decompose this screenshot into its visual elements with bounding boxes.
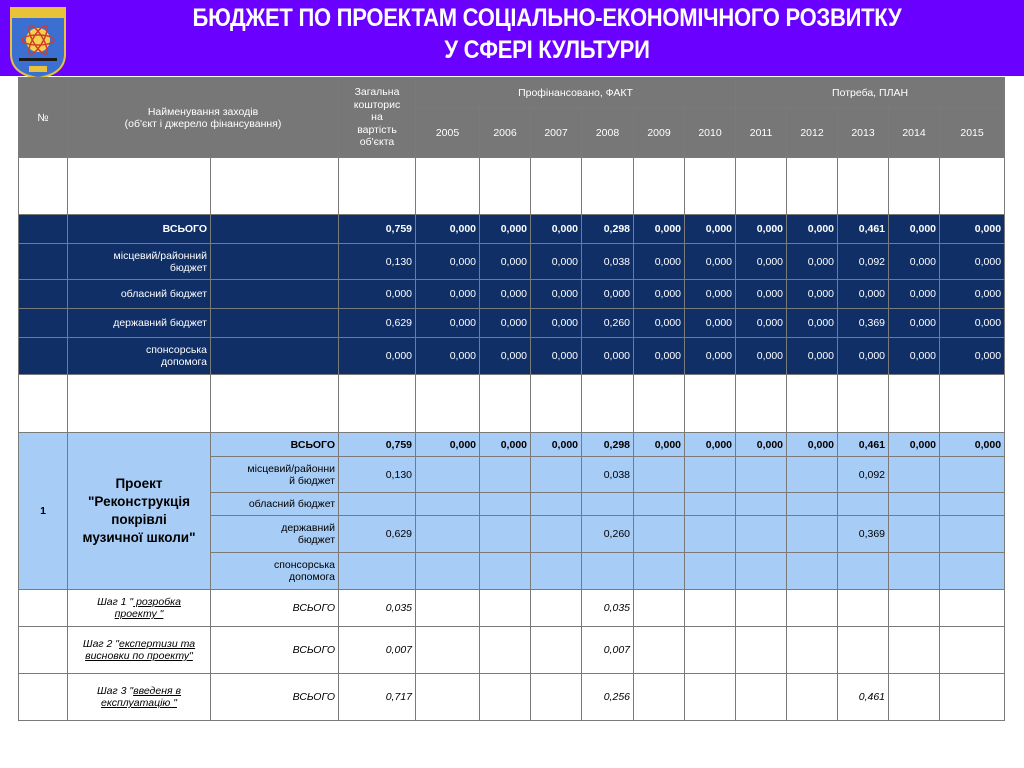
value-cell (531, 627, 582, 674)
project-row (19, 433, 1005, 457)
step-prefix: Шаг 1 " (97, 596, 134, 608)
value-cell: 0,298 (582, 215, 634, 244)
value-cell (838, 493, 889, 516)
total-cell: 0,035 (339, 590, 416, 627)
value-cell: 0,000 (685, 280, 736, 309)
value-cell: 0,000 (634, 309, 685, 338)
empty-cell (19, 627, 68, 674)
summary-label: обласний бюджет (68, 280, 211, 309)
project-number: 1 (19, 433, 68, 590)
value-cell: 0,000 (634, 280, 685, 309)
value-cell (787, 457, 838, 493)
empty-cell (68, 158, 211, 215)
value-cell: 0,298 (582, 433, 634, 457)
value-cell: 0,000 (582, 338, 634, 375)
step-label: ВСЬОГО (211, 674, 339, 721)
value-cell (480, 457, 531, 493)
value-cell: 0,000 (736, 433, 787, 457)
year-header-2014: 2014 (889, 108, 940, 158)
spacer-row (19, 158, 1005, 215)
total-cell: 0,000 (339, 338, 416, 375)
step-row (19, 627, 1005, 674)
empty-cell (480, 158, 531, 215)
value-cell: 0,000 (531, 215, 582, 244)
value-cell: 0,000 (940, 215, 1005, 244)
empty-cell (889, 375, 940, 433)
empty-cell (736, 158, 787, 215)
value-cell (634, 516, 685, 553)
value-cell: 0,369 (838, 516, 889, 553)
value-cell: 0,092 (838, 457, 889, 493)
value-cell: 0,000 (416, 433, 480, 457)
value-cell (889, 493, 940, 516)
value-cell: 0,000 (480, 309, 531, 338)
project-source-label: ВСЬОГО (211, 433, 339, 457)
value-cell: 0,000 (736, 309, 787, 338)
value-cell (736, 590, 787, 627)
value-cell: 0,000 (416, 309, 480, 338)
value-cell (634, 674, 685, 721)
year-header-2011: 2011 (736, 108, 787, 158)
empty-cell (889, 158, 940, 215)
value-cell: 0,000 (416, 244, 480, 280)
empty-cell (685, 375, 736, 433)
year-header-2012: 2012 (787, 108, 838, 158)
value-cell (838, 627, 889, 674)
value-cell: 0,038 (582, 244, 634, 280)
value-cell (531, 553, 582, 590)
step-name (68, 674, 211, 721)
step-row (19, 590, 1005, 627)
empty-cell (416, 375, 480, 433)
value-cell: 0,000 (838, 338, 889, 375)
empty-cell (582, 158, 634, 215)
total-cell: 0,130 (339, 457, 416, 493)
page-title (70, 2, 1024, 74)
total-cell (339, 553, 416, 590)
value-cell (634, 553, 685, 590)
value-cell (531, 674, 582, 721)
value-cell (889, 553, 940, 590)
empty-cell (211, 338, 339, 375)
value-cell: 0,000 (480, 338, 531, 375)
value-cell: 0,000 (634, 215, 685, 244)
value-cell: 0,000 (480, 244, 531, 280)
value-cell (736, 674, 787, 721)
value-cell (634, 457, 685, 493)
value-cell (416, 553, 480, 590)
value-cell (736, 457, 787, 493)
value-cell (582, 553, 634, 590)
value-cell: 0,000 (889, 280, 940, 309)
step-title: експертизи та висновки по проекту" (85, 638, 196, 662)
empty-cell (416, 158, 480, 215)
step-name (68, 627, 211, 674)
value-cell (787, 627, 838, 674)
empty-cell (685, 158, 736, 215)
empty-cell (19, 280, 68, 309)
value-cell: 0,000 (416, 215, 480, 244)
value-cell: 0,000 (838, 280, 889, 309)
year-header-2008: 2008 (582, 108, 634, 158)
value-cell: 0,000 (685, 338, 736, 375)
value-cell: 0,000 (889, 338, 940, 375)
value-cell: 0,035 (582, 590, 634, 627)
project-source-label: спонсорська допомога (211, 553, 339, 590)
value-cell (838, 553, 889, 590)
year-header-2006: 2006 (480, 108, 531, 158)
value-cell: 0,000 (582, 280, 634, 309)
value-cell (889, 590, 940, 627)
empty-cell (940, 375, 1005, 433)
value-cell (787, 674, 838, 721)
value-cell (787, 493, 838, 516)
value-cell (416, 493, 480, 516)
value-cell (416, 516, 480, 553)
value-cell (416, 590, 480, 627)
value-cell (940, 590, 1005, 627)
empty-cell (736, 375, 787, 433)
year-header-2005: 2005 (416, 108, 480, 158)
summary-row (19, 338, 1005, 375)
value-cell: 0,000 (531, 433, 582, 457)
value-cell: 0,369 (838, 309, 889, 338)
summary-row (19, 215, 1005, 244)
value-cell (787, 516, 838, 553)
empty-cell (531, 375, 582, 433)
value-cell (940, 553, 1005, 590)
group-fact-header: Профінансовано, ФАКТ (416, 78, 736, 108)
value-cell: 0,256 (582, 674, 634, 721)
value-cell (940, 674, 1005, 721)
project-name: Проект "Реконструкція покрівлі музичної школи" (68, 433, 211, 590)
value-cell: 0,260 (582, 516, 634, 553)
value-cell (480, 553, 531, 590)
empty-cell (531, 158, 582, 215)
empty-cell (787, 158, 838, 215)
value-cell: 0,461 (838, 674, 889, 721)
value-cell: 0,000 (736, 338, 787, 375)
empty-cell (339, 375, 416, 433)
value-cell (531, 457, 582, 493)
value-cell: 0,000 (787, 244, 838, 280)
empty-cell (480, 375, 531, 433)
empty-cell (838, 158, 889, 215)
value-cell (582, 493, 634, 516)
value-cell (787, 590, 838, 627)
col-total-header: Загальна кошторис на вартість об'єкта (339, 78, 416, 158)
step-prefix: Шаг 2 " (82, 638, 119, 650)
year-header-2015: 2015 (940, 108, 1005, 158)
value-cell: 0,000 (787, 309, 838, 338)
total-cell: 0,759 (339, 215, 416, 244)
value-cell: 0,000 (531, 244, 582, 280)
value-cell: 0,000 (940, 433, 1005, 457)
value-cell (838, 590, 889, 627)
page-title-line1: БЮДЖЕТ ПО ПРОЕКТАМ СОЦІАЛЬНО-ЕКОНОМІЧНОГО РОЗВИТКУ (192, 4, 902, 32)
col-name-header: Найменування заходів (об'єкт і джерело фінансування) (68, 78, 339, 158)
value-cell (940, 457, 1005, 493)
value-cell (736, 493, 787, 516)
value-cell (685, 553, 736, 590)
empty-cell (19, 338, 68, 375)
value-cell (685, 627, 736, 674)
total-cell (339, 493, 416, 516)
value-cell: 0,000 (480, 215, 531, 244)
value-cell: 0,000 (685, 244, 736, 280)
value-cell (940, 516, 1005, 553)
year-header-2007: 2007 (531, 108, 582, 158)
value-cell: 0,000 (940, 338, 1005, 375)
value-cell (634, 627, 685, 674)
total-cell: 0,130 (339, 244, 416, 280)
project-source-label: обласний бюджет (211, 493, 339, 516)
empty-cell (787, 375, 838, 433)
value-cell (416, 674, 480, 721)
empty-cell (582, 375, 634, 433)
step-row (19, 674, 1005, 721)
value-cell: 0,092 (838, 244, 889, 280)
value-cell: 0,000 (889, 309, 940, 338)
empty-cell (211, 280, 339, 309)
empty-cell (634, 158, 685, 215)
empty-cell (838, 375, 889, 433)
value-cell (940, 493, 1005, 516)
value-cell: 0,000 (416, 280, 480, 309)
value-cell: 0,000 (889, 244, 940, 280)
empty-cell (211, 215, 339, 244)
empty-cell (19, 158, 68, 215)
value-cell: 0,000 (685, 309, 736, 338)
value-cell: 0,000 (736, 280, 787, 309)
value-cell: 0,000 (787, 215, 838, 244)
empty-cell (19, 309, 68, 338)
value-cell: 0,000 (787, 338, 838, 375)
value-cell: 0,461 (838, 215, 889, 244)
step-prefix: Шаг 3 " (97, 685, 134, 697)
value-cell: 0,000 (940, 309, 1005, 338)
total-cell: 0,007 (339, 627, 416, 674)
empty-cell (68, 375, 211, 433)
summary-label: ВСЬОГО (68, 215, 211, 244)
value-cell (787, 553, 838, 590)
empty-cell (634, 375, 685, 433)
value-cell: 0,000 (480, 433, 531, 457)
value-cell (416, 457, 480, 493)
page-title-line2: У СФЕРІ КУЛЬТУРИ (444, 36, 650, 64)
year-header-2009: 2009 (634, 108, 685, 158)
value-cell: 0,000 (634, 338, 685, 375)
empty-cell (339, 158, 416, 215)
value-cell (480, 516, 531, 553)
table-header (19, 78, 1005, 158)
value-cell (480, 590, 531, 627)
value-cell: 0,000 (736, 215, 787, 244)
year-header-2013: 2013 (838, 108, 889, 158)
spacer-row (19, 375, 1005, 433)
empty-cell (19, 215, 68, 244)
value-cell (531, 493, 582, 516)
value-cell (531, 516, 582, 553)
step-title: введеня в експлуатацію " (101, 685, 181, 709)
project-source-label: місцевий/районни й бюджет (211, 457, 339, 493)
value-cell: 0,038 (582, 457, 634, 493)
empty-cell (19, 244, 68, 280)
summary-row (19, 309, 1005, 338)
empty-cell (19, 590, 68, 627)
empty-cell (19, 674, 68, 721)
value-cell (889, 627, 940, 674)
summary-row (19, 280, 1005, 309)
value-cell: 0,000 (685, 433, 736, 457)
empty-cell (211, 158, 339, 215)
empty-cell (19, 375, 68, 433)
group-plan-header: Потреба, ПЛАН (736, 78, 1005, 108)
year-header-2010: 2010 (685, 108, 736, 158)
total-cell: 0,759 (339, 433, 416, 457)
value-cell (480, 674, 531, 721)
value-cell (685, 674, 736, 721)
value-cell: 0,000 (940, 280, 1005, 309)
value-cell (531, 590, 582, 627)
value-cell (634, 493, 685, 516)
value-cell: 0,000 (940, 244, 1005, 280)
empty-cell (211, 309, 339, 338)
value-cell: 0,000 (787, 280, 838, 309)
value-cell (889, 516, 940, 553)
summary-label: спонсорська допомога (68, 338, 211, 375)
value-cell (736, 627, 787, 674)
value-cell (480, 493, 531, 516)
empty-cell (940, 158, 1005, 215)
value-cell: 0,000 (889, 215, 940, 244)
total-cell: 0,629 (339, 309, 416, 338)
value-cell (416, 627, 480, 674)
value-cell: 0,000 (736, 244, 787, 280)
col-number-header: № (19, 78, 68, 158)
empty-cell (211, 375, 339, 433)
value-cell: 0,000 (480, 280, 531, 309)
value-cell (685, 590, 736, 627)
value-cell (889, 674, 940, 721)
value-cell: 0,000 (531, 309, 582, 338)
step-label: ВСЬОГО (211, 590, 339, 627)
value-cell: 0,461 (838, 433, 889, 457)
city-coat-of-arms-icon (7, 4, 69, 80)
value-cell (940, 627, 1005, 674)
summary-label: місцевий/районний бюджет (68, 244, 211, 280)
value-cell: 0,260 (582, 309, 634, 338)
budget-table (18, 77, 1005, 721)
total-cell: 0,717 (339, 674, 416, 721)
step-name (68, 590, 211, 627)
value-cell: 0,000 (634, 433, 685, 457)
value-cell: 0,000 (685, 215, 736, 244)
value-cell (480, 627, 531, 674)
value-cell: 0,000 (531, 280, 582, 309)
total-cell: 0,629 (339, 516, 416, 553)
value-cell: 0,000 (787, 433, 838, 457)
value-cell (889, 457, 940, 493)
empty-cell (211, 244, 339, 280)
value-cell (736, 553, 787, 590)
value-cell: 0,000 (889, 433, 940, 457)
value-cell (685, 457, 736, 493)
total-cell: 0,000 (339, 280, 416, 309)
value-cell: 0,007 (582, 627, 634, 674)
title-banner (0, 0, 1024, 76)
step-title: розробка проекту " (114, 596, 181, 620)
project-source-label: державний бюджет (211, 516, 339, 553)
summary-row (19, 244, 1005, 280)
value-cell: 0,000 (416, 338, 480, 375)
step-label: ВСЬОГО (211, 627, 339, 674)
value-cell (685, 493, 736, 516)
value-cell: 0,000 (634, 244, 685, 280)
value-cell: 0,000 (531, 338, 582, 375)
summary-label: державний бюджет (68, 309, 211, 338)
value-cell (634, 590, 685, 627)
value-cell (685, 516, 736, 553)
value-cell (736, 516, 787, 553)
